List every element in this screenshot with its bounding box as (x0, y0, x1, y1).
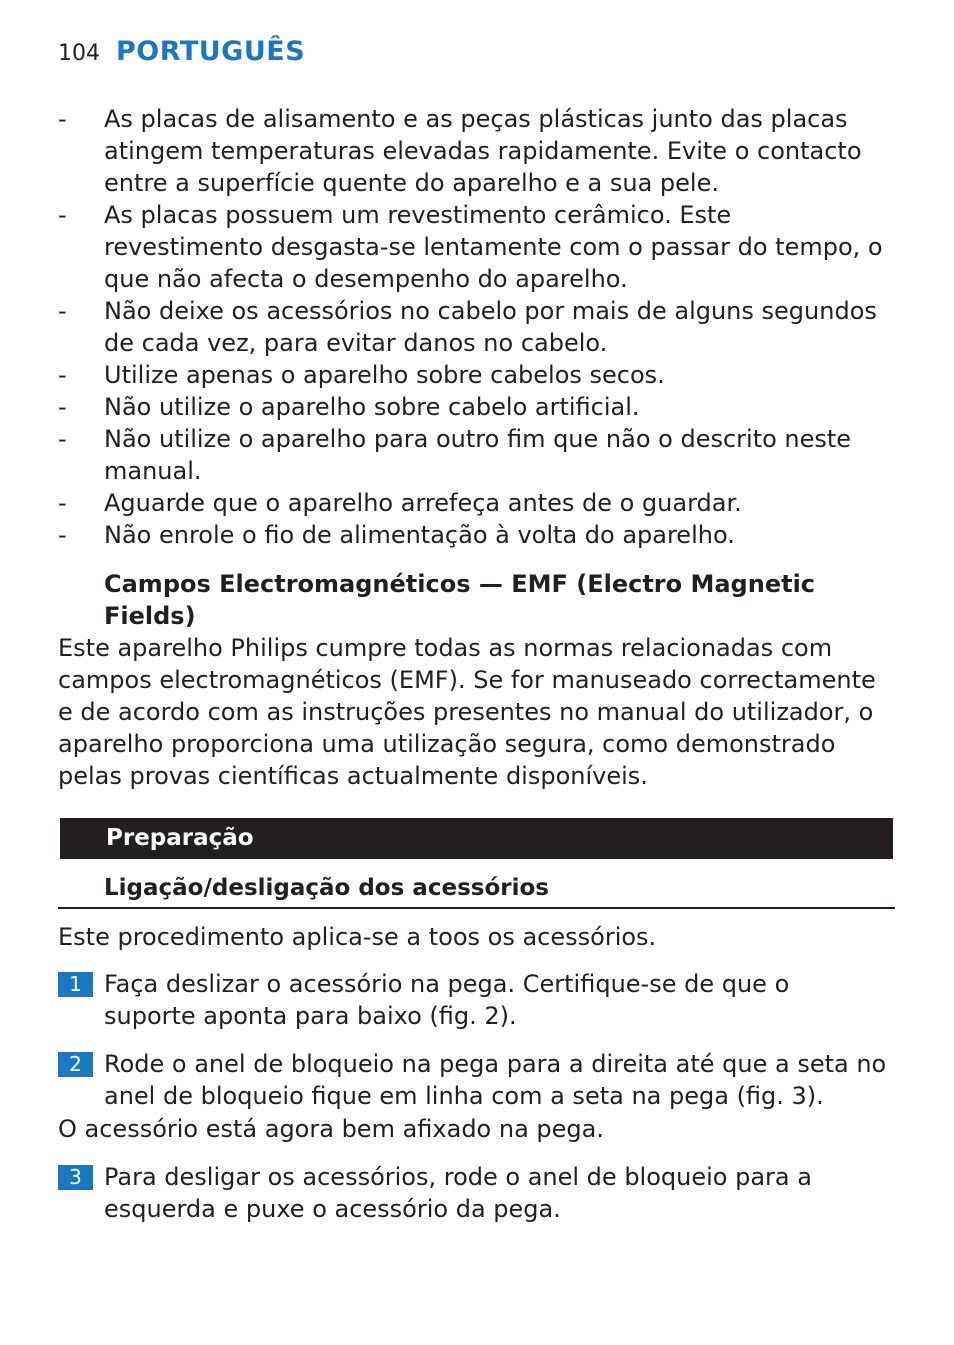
bullet-marker: - (58, 425, 67, 453)
list-item-text: Utilize apenas o aparelho sobre cabelos secos. (104, 361, 665, 389)
step-number-badge: 2 (58, 1052, 93, 1077)
bullet-marker: - (58, 201, 67, 229)
emf-paragraph: Este aparelho Philips cumpre todas as normas relacionadas com campos electromagnéticos (EMF). Se for manuseado correctamente e de acordo com as instruções presentes no manual do utilizador, o aparelho proporciona uma utilização segura, como demonstrado pelas provas científicas actualmente disponíveis. (58, 634, 876, 790)
bullet-marker: - (58, 521, 67, 549)
list-item (58, 391, 888, 423)
page-header (58, 36, 305, 67)
subsection-title: Ligação/desligação dos acessórios (104, 875, 549, 901)
step-1 (58, 968, 888, 1032)
list-item (58, 295, 888, 359)
safety-bullet-list (58, 103, 888, 551)
list-item (58, 487, 888, 519)
step-2 (58, 1048, 888, 1112)
bullet-marker: - (58, 393, 67, 421)
step-2-result: O acessório está agora bem afixado na pega. (58, 1115, 604, 1143)
list-item (58, 103, 888, 199)
list-item-text: As placas possuem um revestimento cerâmico. Este revestimento desgasta-se lentamente com o passar do tempo, o que não afecta o desempenho do aparelho. (104, 201, 883, 293)
bullet-marker: - (58, 105, 67, 133)
emf-heading: Campos Electromagnéticos — EMF (Electro Magnetic Fields) (104, 570, 816, 630)
list-item (58, 199, 888, 295)
list-item-text: Não utilize o aparelho para outro fim que não o descrito neste manual. (104, 425, 852, 485)
page-number: 104 (58, 41, 100, 66)
list-item (58, 359, 888, 391)
list-item-text: Aguarde que o aparelho arrefeça antes de o guardar. (104, 489, 742, 517)
section-title: Preparação (106, 825, 254, 851)
step-number-badge: 3 (58, 1165, 93, 1190)
list-item-text: Não utilize o aparelho sobre cabelo artificial. (104, 393, 640, 421)
step-text: Faça deslizar o acessório na pega. Certifique-se de que o suporte aponta para baixo (fig. 2). (104, 970, 790, 1030)
language-title: PORTUGUÊS (116, 36, 306, 67)
bullet-marker: - (58, 361, 67, 389)
list-item-text: As placas de alisamento e as peças plásticas junto das placas atingem temperaturas elevadas rapidamente. Evite o contacto entre a superfície quente do aparelho e a sua pele. (104, 105, 862, 197)
bullet-marker: - (58, 297, 67, 325)
step-text: Para desligar os acessórios, rode o anel de bloqueio para a esquerda e puxe o acessório da pega. (104, 1163, 812, 1223)
subsection-divider (58, 907, 895, 909)
list-item-text: Não enrole o fio de alimentação à volta do aparelho. (104, 521, 735, 549)
section-header-bar (60, 818, 893, 859)
step-number-badge: 1 (58, 972, 93, 997)
list-item-text: Não deixe os acessórios no cabelo por mais de alguns segundos de cada vez, para evitar danos no cabelo. (104, 297, 877, 357)
step-text: Rode o anel de bloqueio na pega para a direita até que a seta no anel de bloqueio fique em linha com a seta na pega (fig. 3). (104, 1050, 887, 1110)
bullet-marker: - (58, 489, 67, 517)
step-3 (58, 1161, 888, 1225)
list-item (58, 519, 888, 551)
list-item (58, 423, 888, 487)
intro-paragraph: Este procedimento aplica-se a toos os acessórios. (58, 923, 657, 951)
